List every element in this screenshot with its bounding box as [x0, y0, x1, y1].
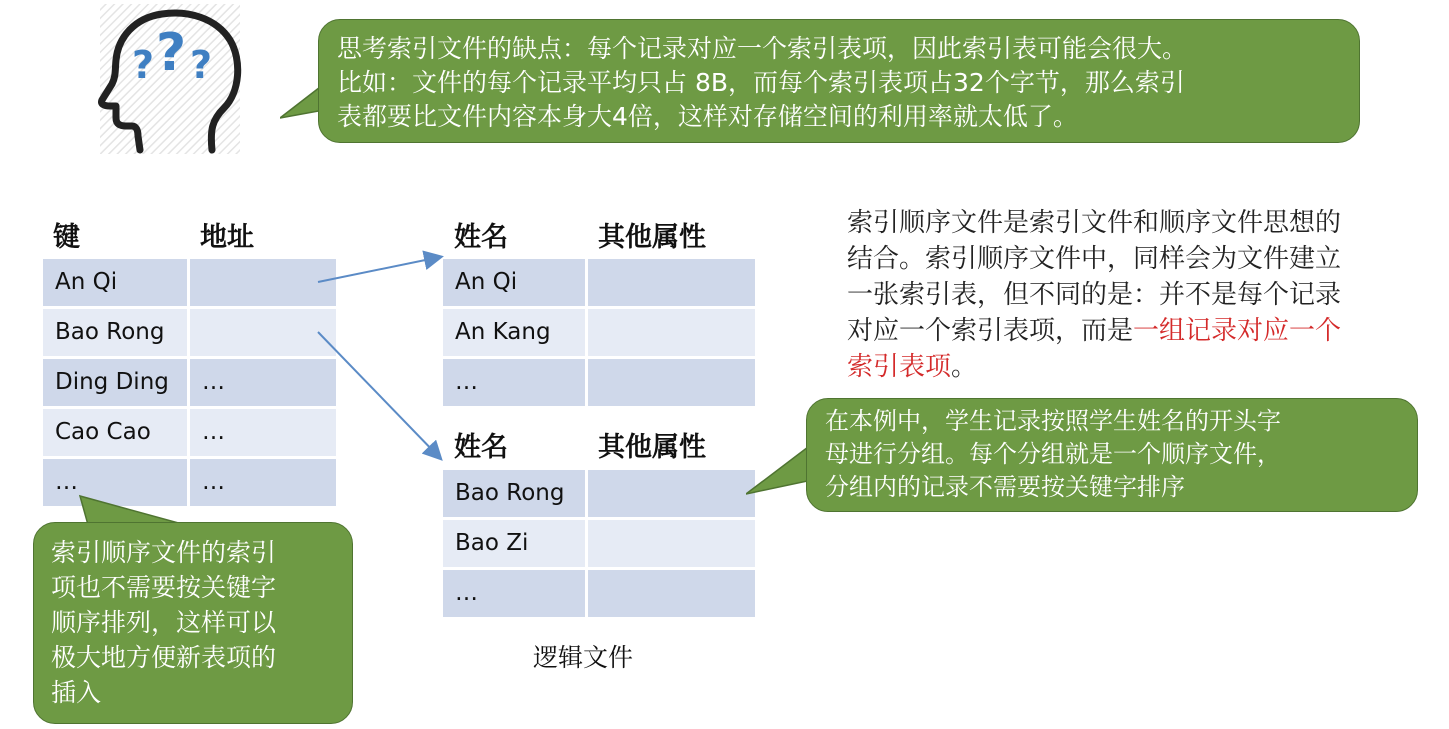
description-line-2: 结合。索引顺序文件中，同样会为文件建立 — [847, 244, 1342, 274]
left-speech-bubble — [33, 522, 353, 724]
left-bubble-line-5: 插入 — [51, 678, 102, 707]
top-bubble-line-2: 比如：文件的每个记录平均只占 8B，而每个索引表项占32个字节，那么索引 — [337, 68, 1185, 97]
index-table — [43, 259, 336, 506]
description-paragraph — [847, 205, 1437, 385]
index-address-cell: … — [190, 459, 336, 506]
left-bubble-line-2: 项也不需要按关键字 — [51, 573, 277, 602]
description-highlight: 一组记录对应一个 — [1133, 316, 1342, 346]
group-b-header-attrs: 其他属性 — [598, 432, 706, 463]
index-header-address: 地址 — [200, 222, 254, 253]
group-b-attr-cell — [588, 470, 755, 517]
group-a-attr-cell — [588, 309, 755, 356]
svg-text:?: ? — [132, 43, 155, 87]
index-key-cell: An Qi — [43, 259, 187, 306]
index-address-cell: … — [190, 409, 336, 456]
description-line-4 — [847, 313, 1437, 349]
index-address-cell — [190, 259, 336, 306]
group-a-attr-cell — [588, 259, 755, 306]
top-bubble-line-1: 思考索引文件的缺点：每个记录对应一个索引表项，因此索引表可能会很大。 — [337, 34, 1188, 63]
logical-file-caption: 逻辑文件 — [533, 643, 634, 672]
right-bubble-line-3: 分组内的记录不需要按关键字排序 — [825, 473, 1185, 501]
right-bubble-line-1: 在本例中，学生记录按照学生姓名的开头字 — [825, 407, 1281, 435]
index-key-cell: … — [43, 459, 187, 506]
index-address-cell — [190, 309, 336, 356]
group-b-name-cell: … — [443, 570, 585, 617]
right-bubble-line-2: 母进行分组。每个分组就是一个顺序文件， — [825, 440, 1281, 468]
index-key-cell: Ding Ding — [43, 359, 187, 406]
arrow-to-group-a — [318, 257, 440, 282]
arrow-to-group-b — [318, 332, 440, 458]
description-line-4-plain: 对应一个索引表项，而是 — [847, 316, 1134, 346]
group-a-attr-cell — [588, 359, 755, 406]
group-b-name-cell: Bao Rong — [443, 470, 585, 517]
group-a-name-cell: An Kang — [443, 309, 585, 356]
group-b-attr-cell — [588, 520, 755, 567]
group-a-name-cell: … — [443, 359, 585, 406]
svg-text:?: ? — [156, 23, 187, 83]
svg-text:?: ? — [190, 43, 213, 87]
index-header-key: 键 — [53, 222, 80, 253]
description-line-1: 索引顺序文件是索引文件和顺序文件思想的 — [847, 208, 1342, 238]
top-bubble-line-3: 表都要比文件内容本身大4倍，这样对存储空间的利用率就太低了。 — [337, 102, 1078, 131]
group-b-name-cell: Bao Zi — [443, 520, 585, 567]
group-b-header-name: 姓名 — [454, 432, 508, 463]
description-line-5 — [847, 349, 1437, 385]
group-a-name-cell: An Qi — [443, 259, 585, 306]
index-key-cell: Bao Rong — [43, 309, 187, 356]
top-speech-bubble — [318, 19, 1360, 143]
description-line-3: 一张索引表，但不同的是：并不是每个记录 — [847, 280, 1342, 310]
index-address-cell: … — [190, 359, 336, 406]
left-bubble-line-3: 顺序排列，这样可以 — [51, 608, 277, 637]
left-bubble-line-4: 极大地方便新表项的 — [51, 643, 277, 672]
group-b-attr-cell — [588, 570, 755, 617]
description-highlight-end: 索引表项 — [847, 352, 952, 382]
group-b-table — [443, 470, 755, 617]
index-key-cell: Cao Cao — [43, 409, 187, 456]
group-a-header-name: 姓名 — [454, 222, 508, 253]
group-a-table — [443, 259, 755, 406]
group-a-header-attrs: 其他属性 — [598, 222, 706, 253]
thinking-head-question-marks-icon — [92, 0, 252, 160]
description-line-5-plain: 。 — [951, 352, 978, 382]
right-speech-bubble — [806, 398, 1418, 512]
left-bubble-line-1: 索引顺序文件的索引 — [51, 538, 277, 567]
